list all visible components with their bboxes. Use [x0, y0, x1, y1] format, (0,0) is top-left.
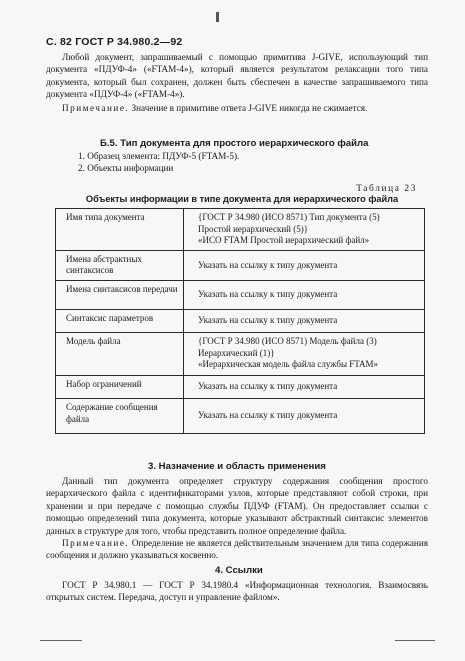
note-1-label: Примечание.: [62, 103, 130, 113]
table-row: [56, 398, 425, 433]
value-line: Указать на ссылку к типу документа: [198, 259, 338, 270]
row-value-abstract-syntax: [184, 250, 425, 280]
row-value-param-syntax: [184, 309, 425, 332]
row-name-transfer-syntax: Имена синтаксисов передачи: [56, 280, 184, 309]
note-2-label: Примечание.: [62, 538, 130, 548]
note-1-text: Значение в примитиве ответа J-GIVE никогда не сжимается.: [129, 103, 368, 113]
value-line: Указать на ссылку к типу документа: [198, 289, 338, 300]
row-value-file-content: [184, 398, 425, 433]
value-line: Указать на ссылку к типу документа: [198, 381, 338, 392]
value-line: Указать на ссылку к типу документа: [198, 315, 338, 326]
section-b5-title: Б.5. Тип документа для простого иерархического файла: [100, 138, 369, 149]
value-line: Иерархический (1)}: [198, 347, 275, 358]
note-1: [46, 102, 428, 114]
table-row: [56, 250, 425, 280]
table-row: [56, 209, 425, 251]
table-row: [56, 280, 425, 309]
info-objects-table: [55, 208, 425, 434]
row-name-constraint-set: Набор ограничений: [56, 375, 184, 398]
value-line: Указать на ссылку к типу документа: [198, 410, 338, 421]
row-value-doc-type: [184, 209, 425, 251]
paragraph-references: ГОСТ Р 34.980.1 — ГОСТ Р 34.1980.4 «Информационная технология. Взаимосвязь открытых систем. Передача, доступ и управление файлом».: [46, 580, 428, 603]
value-line: {ГОСТ Р 34.980 (ИСО 8571) Тип документа (5): [198, 212, 380, 222]
note-2-text: Определение не является действительным значением для типа содержания сообщения и должно указываться косвенно.: [46, 538, 428, 561]
footer-rule-right: [395, 640, 435, 641]
row-name-file-model: Модель файла: [56, 332, 184, 375]
section-4-title: 4. Ссылки: [215, 565, 263, 576]
page-header: С. 82 ГОСТ Р 34.980.2—92: [46, 36, 183, 48]
table-row: [56, 309, 425, 332]
list-item-2: 2. Объекты информации: [78, 163, 174, 174]
value-line: {ГОСТ Р 34.980 (ИСО 8571) Модель файла (3): [198, 335, 377, 346]
table-label: Таблица 23: [356, 184, 417, 194]
table-row: [56, 332, 425, 375]
note-2: [46, 537, 428, 562]
value-line: «ИСО FTAM Простой иерархический файл»: [198, 235, 370, 246]
row-value-file-model: [184, 332, 425, 375]
info-list: [78, 150, 239, 175]
value-line: «Иерархическая модель файла службы FTAM»: [198, 359, 379, 370]
row-value-constraint-set: [184, 375, 425, 398]
row-name-abstract-syntax: Имена абстрактных синтаксисов: [56, 250, 184, 280]
paragraph-purpose: Данный тип документа определяет структуру содержания сообщения простого иерархического файла с идентификаторами узлов, которые представляют собой строки, при хранении и при передаче с помощью службы ПДУФ (FTAM). Он предоставляет ссылки с помощью определений типа документа, которые указывают абстрактный синтаксис элементов данных в структуре для того, чтобы представить полное определение файла.: [46, 476, 428, 536]
table-title: Объекты информации в типе документа для иерархического файла: [85, 194, 399, 204]
row-name-file-content: Содержание сообщения файла: [56, 398, 184, 433]
row-value-transfer-syntax: [184, 280, 425, 309]
paragraph-relaxation: Любой документ, запрашиваемый с помощью примитива J-GIVE, использующий тип документа «ПДУФ-4» («FTAM-4»), который является результатом релаксации того типа документа, который был сохранен, должен быть сбеспечен в качестве запрашиваемого типа документа «ПДУФ-4» («FTAM-4»).: [46, 52, 428, 100]
scan-mark: [216, 12, 219, 22]
table-row: [56, 375, 425, 398]
section-3-title: 3. Назначение и область применения: [148, 461, 326, 472]
value-line: Простой иерархический (5)}: [198, 223, 309, 234]
list-item-1: 1. Образец элемента: ПДУФ-5 (FTAM-5).: [78, 151, 240, 161]
footer-rule-left: [40, 640, 82, 641]
row-name-doc-type: Имя типа документа: [56, 209, 184, 251]
row-name-param-syntax: Синтаксис параметров: [56, 309, 184, 332]
